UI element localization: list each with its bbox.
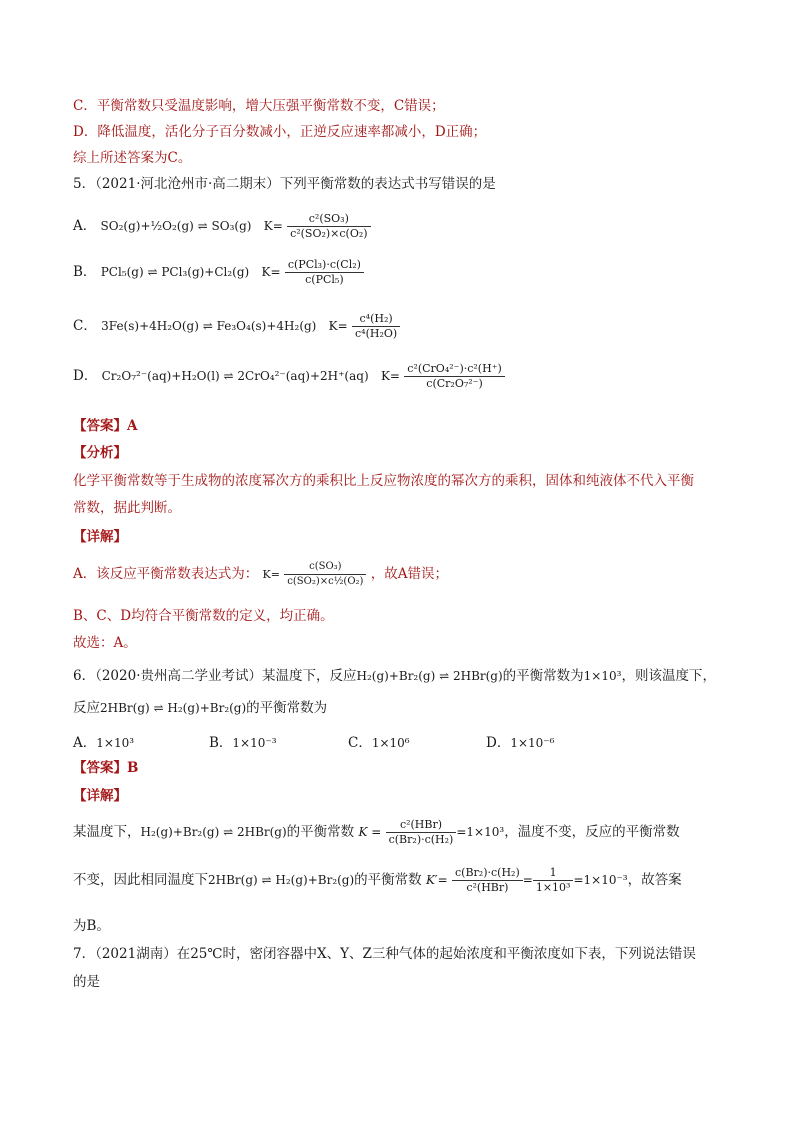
question-7-line-1: 7．（2021湖南）在25℃时，密闭容器中X、Y、Z三种气体的起始浓度和平衡浓度如下表，下列说法错误: [73, 946, 696, 962]
q6-detail-line-3: 为B。: [73, 918, 110, 934]
q5-answer: 【答案】A: [73, 418, 138, 434]
q6-option-c: C．1×10⁶: [348, 735, 410, 751]
q6-detail-line-1: 某温度下，H₂(g)+Br₂(g) ⇌ 2HBr(g)的平衡常数 K = $\frac{\text{c²(HBr)}}{\text{c(Br₂)·c(H₂)}}$ =1×10³，温度不变，反应的平衡常数: [73, 818, 680, 846]
question-6-line-2: 反应2HBr(g) ⇌ H₂(g)+Br₂(g)的平衡常数为: [73, 700, 328, 716]
q5-detail-heading: 【详解】: [73, 529, 127, 545]
q5-analysis-heading: 【分析】: [73, 445, 127, 461]
q6-option-a: A．1×10³: [73, 735, 135, 751]
q6-option-d: D．1×10⁻⁶: [486, 735, 555, 751]
q5-detail-a: A．该反应平衡常数表达式为： K= $\frac{\text{c(SO₃)}}{\text{c(SO₂)×c½(O₂)}}$ ，故A错误；: [73, 561, 448, 587]
summary-line: 综上所述答案为C。: [73, 150, 192, 166]
q5-choice: 故选：A。: [73, 635, 137, 651]
q5-option-d: D． Cr₂O₇²⁻(aq)+H₂O(l) ⇌ 2CrO₄²⁻(aq)+2H⁺(aq) K= $\frac{\text{c²(CrO₄²⁻)·c²(H⁺)}}{\text{c(Cr₂O₇²⁻)}}$: [73, 362, 505, 391]
option-c-explanation: C．平衡常数只受温度影响，增大压强平衡常数不变，C错误；: [73, 98, 445, 114]
q6-answer: 【答案】B: [73, 760, 139, 776]
q5-analysis-line-1: 化学平衡常数等于生成物的浓度幂次方的乘积比上反应物浓度的幂次方的乘积，固体和纯液体不代入平衡: [73, 473, 694, 489]
question-7-line-2: 的是: [73, 974, 100, 990]
q6-detail-line-2: 不变，因此相同温度下2HBr(g) ⇌ H₂(g)+Br₂(g)的平衡常数 K′= $\frac{\text{c(Br₂)·c(H₂)}}{\text{c²(HBr)}}$ = $\frac{1}{\text{1×10³}}$ =1×10⁻³，故答案: [73, 866, 682, 894]
q5-option-b: B． PCl₅(g) ⇌ PCl₃(g)+Cl₂(g) K= $\frac{\text{c(PCl₃)·c(Cl₂)}}{\text{c(PCl₅)}}$: [73, 258, 364, 287]
q5-option-c: C． 3Fe(s)+4H₂O(g) ⇌ Fe₃O₄(s)+4H₂(g) K= $\frac{\text{c⁴(H₂)}}{\text{c⁴(H₂O)}}$: [73, 312, 400, 341]
q5-analysis-line-2: 常数，据此判断。: [73, 500, 181, 516]
question-5-stem: 5．（2021·河北沧州市·高二期末）下列平衡常数的表达式书写错误的是: [73, 176, 496, 192]
q5-option-a: A． SO₂(g)+½O₂(g) ⇌ SO₃(g) K= $\frac{\text{c²(SO₃)}}{\text{c²(SO₂)×c(O₂)}}$: [73, 212, 371, 241]
q5-detail-bcd: B、C、D均符合平衡常数的定义，均正确。: [73, 608, 334, 624]
option-d-explanation: D．降低温度，活化分子百分数减小，正逆反应速率都减小，D正确；: [73, 124, 487, 140]
q6-option-b: B．1×10⁻³: [209, 735, 277, 751]
q6-detail-heading: 【详解】: [73, 788, 127, 804]
question-6-line-1: 6．（2020·贵州高二学业考试）某温度下，反应H₂(g)+Br₂(g) ⇌ 2HBr(g)的平衡常数为1×10³，则该温度下，: [73, 668, 716, 684]
